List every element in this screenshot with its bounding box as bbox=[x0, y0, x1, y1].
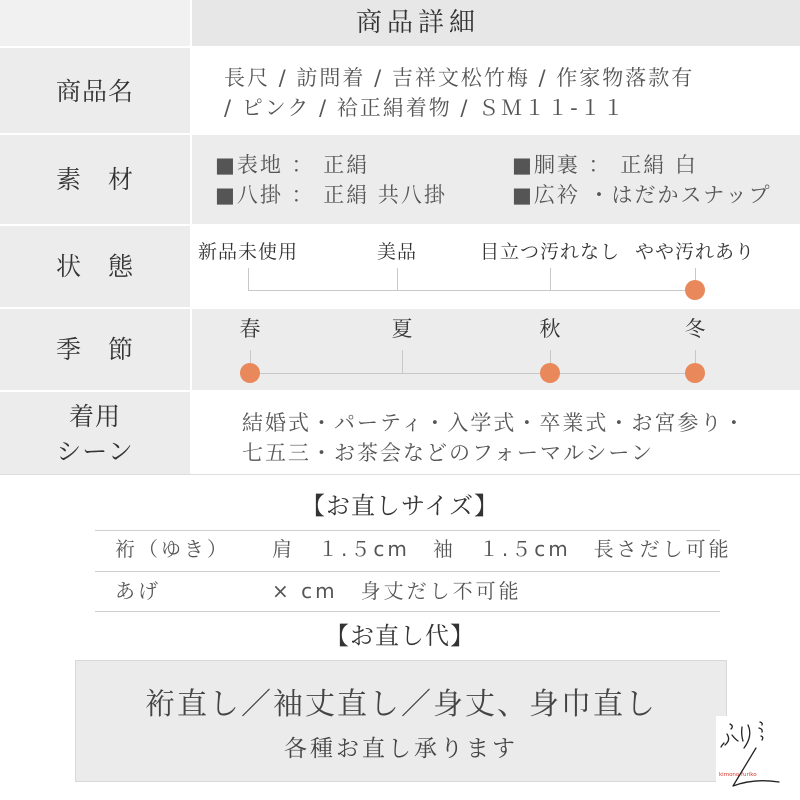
material-item: ■表地 ： 正絹 bbox=[215, 153, 370, 177]
material-label: 素 材 bbox=[55, 165, 134, 194]
alteration-fee-main: 裄直し／袖丈直し／身丈、身巾直し bbox=[145, 687, 657, 722]
product-name-line: / ピンク / 袷正絹着物 / ＳＭ１１-１１ bbox=[224, 96, 626, 120]
alteration-size-title: 【お直しサイズ】 bbox=[300, 492, 500, 520]
condition-scale-label: やや汚れあり bbox=[634, 241, 756, 263]
condition-scale-tick bbox=[248, 268, 249, 290]
condition-selected-dot bbox=[685, 280, 705, 300]
season-selected-dot bbox=[240, 363, 260, 383]
season-scale-line bbox=[250, 373, 695, 374]
product-name-line: 長尺 / 訪問着 / 吉祥文松竹梅 / 作家物落款有 bbox=[224, 66, 695, 90]
size-table-rule bbox=[95, 571, 720, 572]
season-selected-dot bbox=[685, 363, 705, 383]
size-row-label: 裄（ゆき） bbox=[115, 537, 230, 561]
condition-scale-tick bbox=[397, 268, 398, 290]
condition-scale-label: 新品未使用 bbox=[197, 241, 299, 263]
scene-label-line: 着用 bbox=[68, 402, 121, 431]
table-bottom-border bbox=[0, 474, 800, 475]
logo-brush-stroke bbox=[721, 724, 738, 747]
scene-label-line: シーン bbox=[56, 437, 134, 466]
season-scale-tick bbox=[402, 350, 403, 373]
header-corner-cell bbox=[0, 0, 190, 46]
size-row-value: × cm 身丈だし不可能 bbox=[272, 579, 522, 603]
season-selected-dot bbox=[540, 363, 560, 383]
logo-brush-stroke bbox=[759, 722, 763, 740]
logo-brush-stroke bbox=[742, 725, 750, 748]
material-item: ■八掛 ： 正絹 共八掛 bbox=[215, 183, 447, 207]
condition-scale-line bbox=[248, 290, 695, 291]
material-item: ■広衿 ・はだかスナップ bbox=[512, 183, 772, 207]
condition-scale-label: 美品 bbox=[376, 241, 418, 263]
logo-brush-stroke bbox=[733, 748, 779, 786]
alteration-fee-sub: 各種お直し承ります bbox=[284, 736, 518, 762]
scene-text-line: 結婚式・パーティ・入学式・卒業式・お宮参り・ bbox=[242, 411, 747, 435]
alteration-fee-title: 【お直し代】 bbox=[325, 622, 475, 650]
size-table-rule bbox=[95, 530, 720, 531]
size-table-rule bbox=[95, 611, 720, 612]
season-label: 季 節 bbox=[55, 335, 134, 364]
page-title: 商品詳細 bbox=[355, 8, 480, 38]
material-item: ■胴裏 ： 正絹 白 bbox=[512, 153, 698, 177]
season-scale-label: 秋 bbox=[539, 317, 561, 341]
alteration-fee-box bbox=[75, 660, 727, 782]
scene-text-line: 七五三・お茶会などのフォーマルシーン bbox=[242, 441, 655, 465]
size-row-label: あげ bbox=[115, 579, 161, 603]
shop-logo bbox=[716, 716, 782, 792]
season-content-cell bbox=[192, 309, 800, 390]
condition-label: 状 態 bbox=[55, 252, 134, 281]
condition-scale-tick bbox=[550, 268, 551, 290]
season-scale-label: 夏 bbox=[391, 317, 413, 341]
condition-scale-label: 目立つ汚れなし bbox=[479, 241, 621, 263]
name-label: 商品名 bbox=[55, 77, 134, 106]
size-row-value: 肩 １.５cm 袖 １.５cm 長さだし可能 bbox=[272, 537, 732, 561]
shop-logo-mark bbox=[716, 716, 782, 792]
logo-wordmark: kimono furiko bbox=[719, 772, 757, 778]
season-scale-label: 春 bbox=[239, 317, 261, 341]
season-scale-label: 冬 bbox=[684, 317, 706, 341]
